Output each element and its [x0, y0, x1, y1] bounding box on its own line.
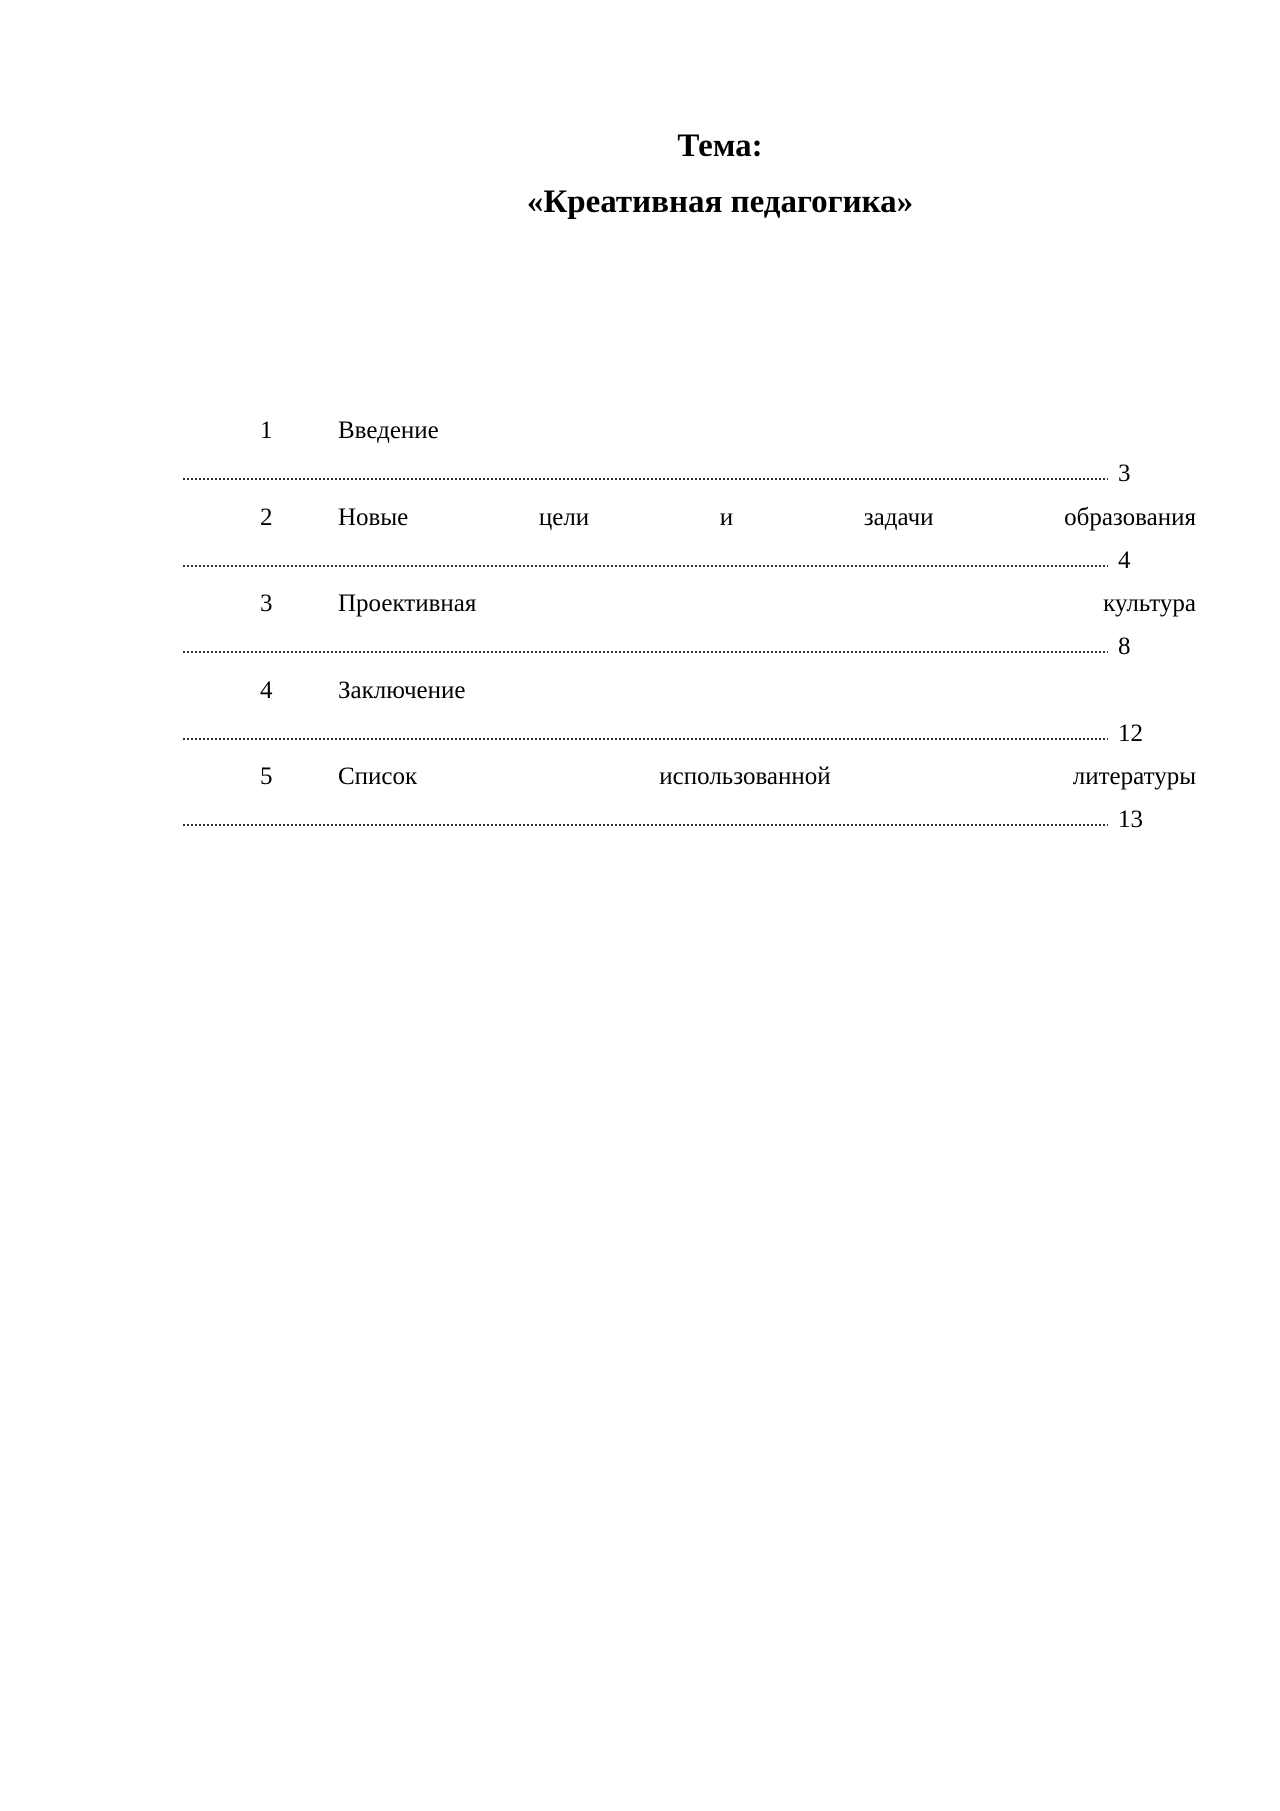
toc-entry: [182, 497, 1196, 584]
toc-entry-title: Заключение: [338, 676, 466, 704]
toc-entry: [182, 410, 1196, 497]
title-topic: «Креативная педагогика»: [526, 184, 914, 220]
toc-entry: [182, 756, 1196, 843]
toc-entry-page: 8: [1118, 633, 1131, 660]
toc-dot-leader: [182, 650, 1108, 654]
toc-entry-title: Новые цели и задачи образования: [338, 503, 1196, 531]
toc-entry-title: Список использованной литературы: [338, 763, 1196, 790]
toc-entry-number: 3: [260, 590, 273, 617]
toc-dot-leader: [182, 737, 1108, 741]
toc-entry-number: 4: [260, 676, 273, 704]
toc-entry-page: 4: [1118, 546, 1131, 574]
toc-dot-leader: [182, 564, 1108, 568]
toc-entry-title: Введение: [338, 417, 439, 444]
table-of-contents: [182, 410, 1196, 843]
toc-dot-leader: [182, 477, 1108, 481]
document-title: [520, 118, 920, 230]
title-label: Тема:: [677, 128, 763, 164]
toc-entry-page: 3: [1118, 460, 1131, 487]
toc-entry-number: 2: [260, 503, 273, 531]
toc-entry-number: 1: [260, 417, 273, 444]
toc-entry-page: 12: [1118, 719, 1143, 747]
toc-dot-leader: [182, 823, 1108, 827]
toc-entry-number: 5: [260, 763, 273, 790]
toc-entry-title: Проективная культура: [338, 590, 1196, 617]
toc-entry-page: 13: [1118, 806, 1143, 833]
toc-entry: [182, 670, 1196, 757]
toc-entry: [182, 583, 1196, 670]
